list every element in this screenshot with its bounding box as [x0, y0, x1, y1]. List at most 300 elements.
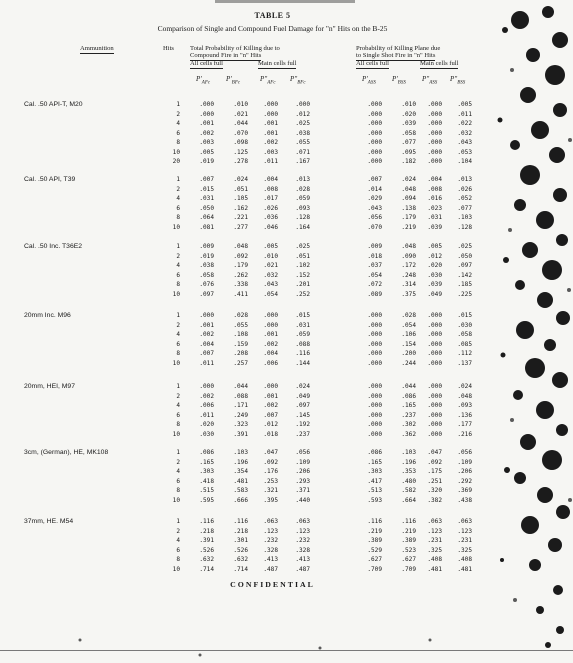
symbol-g2-col1: $P'_{ASS}$	[362, 75, 376, 86]
hits-cell: 2	[176, 185, 180, 193]
probability-cell: .632	[199, 556, 214, 563]
probability-cell: .010	[401, 101, 416, 108]
probability-cell: .165	[367, 458, 382, 466]
probability-cell: .093	[295, 204, 310, 212]
probability-cell: .059	[295, 195, 310, 202]
g2-main-cells-full-header: Main cells full	[420, 60, 459, 67]
hits-cell: 2	[176, 458, 180, 466]
probability-cell: .192	[295, 421, 310, 428]
probability-cell: .048	[233, 243, 248, 250]
probability-cell: .032	[457, 129, 472, 137]
compound-fire-header-line1: Total Probability of Killing due to	[190, 45, 280, 52]
probability-cell: .709	[401, 565, 416, 573]
table-row	[0, 350, 573, 360]
probability-cell: .000	[367, 359, 382, 367]
ammunition-label: 20mm, HEI, M97	[24, 383, 75, 390]
probability-cell: .293	[295, 477, 310, 485]
table-row	[0, 205, 573, 215]
probability-cell: .582	[401, 487, 416, 494]
probability-cell: .053	[457, 148, 472, 156]
table-title: TABLE 5	[254, 11, 291, 20]
probability-cell: .515	[199, 487, 214, 494]
probability-cell: .000	[427, 411, 442, 419]
probability-cell: .102	[295, 262, 310, 269]
probability-cell: .089	[367, 290, 382, 298]
probability-cell: .389	[367, 537, 382, 544]
probability-cell: .030	[199, 430, 214, 438]
probability-cell: .086	[401, 392, 416, 400]
probability-cell: .128	[295, 214, 310, 221]
probability-cell: .056	[367, 214, 382, 221]
probability-cell: .371	[295, 487, 310, 494]
probability-cell: .021	[263, 262, 278, 269]
probability-cell: .123	[457, 527, 472, 535]
probability-cell: .028	[233, 312, 248, 319]
hits-column-header: Hits	[163, 45, 174, 52]
single-shot-header-line2: to Single Shot Fire in "n" Hits	[356, 52, 436, 59]
probability-cell: .043	[263, 281, 278, 288]
probability-cell: .000	[367, 392, 382, 400]
probability-cell: .128	[457, 223, 472, 231]
probability-cell: .097	[295, 402, 310, 409]
probability-cell: .055	[295, 139, 310, 146]
probability-cell: .020	[401, 110, 416, 118]
table-row	[0, 281, 573, 291]
probability-cell: .058	[199, 271, 214, 279]
probability-cell: .000	[367, 139, 382, 146]
probability-cell: .004	[427, 176, 442, 183]
probability-cell: .064	[199, 214, 214, 221]
probability-cell: .012	[427, 252, 442, 260]
probability-cell: .000	[427, 321, 442, 329]
table-row	[0, 421, 573, 431]
probability-cell: .051	[233, 185, 248, 193]
probability-cell: .481	[427, 565, 442, 573]
probability-cell: .000	[427, 421, 442, 428]
probability-cell: .481	[233, 477, 248, 485]
probability-cell: .071	[295, 148, 310, 156]
probability-cell: .000	[427, 430, 442, 438]
probability-cell: .097	[457, 262, 472, 269]
probability-cell: .123	[427, 527, 442, 535]
probability-cell: .353	[401, 468, 416, 475]
probability-cell: .137	[457, 359, 472, 367]
table-row	[0, 431, 573, 441]
probability-cell: .237	[295, 430, 310, 438]
probability-cell: .085	[457, 340, 472, 348]
probability-cell: .206	[295, 468, 310, 475]
probability-cell: .018	[367, 252, 382, 260]
probability-cell: .000	[367, 129, 382, 137]
hits-cell: 2	[176, 321, 180, 329]
probability-cell: .136	[457, 411, 472, 419]
probability-cell: .328	[263, 546, 278, 554]
probability-cell: .000	[427, 383, 442, 390]
hits-cell: 1	[176, 518, 180, 525]
probability-cell: .002	[263, 402, 278, 409]
probability-cell: .024	[233, 176, 248, 183]
probability-cell: .125	[233, 148, 248, 156]
probability-cell: .004	[263, 176, 278, 183]
probability-cell: .395	[263, 496, 278, 504]
table-row	[0, 528, 573, 538]
probability-cell: .179	[401, 214, 416, 221]
probability-cell: .116	[401, 518, 416, 525]
hits-cell: 8	[176, 487, 180, 494]
probability-cell: .050	[457, 252, 472, 260]
probability-cell: .003	[263, 148, 278, 156]
probability-cell: .043	[457, 139, 472, 146]
symbol-g1-col3: $P"_{AFc}$	[260, 75, 276, 86]
single-shot-header-line1: Probability of Killing Plane due	[356, 45, 441, 52]
hits-cell: 2	[176, 110, 180, 118]
probability-cell: .028	[401, 312, 416, 319]
probability-cell: .257	[233, 359, 248, 367]
ammunition-label: 37mm, HE. M54	[24, 518, 74, 525]
probability-cell: .095	[401, 148, 416, 156]
probability-cell: .325	[427, 546, 442, 554]
probability-cell: .201	[295, 281, 310, 288]
probability-cell: .487	[295, 565, 310, 573]
table-row	[0, 393, 573, 403]
probability-cell: .513	[367, 487, 382, 494]
hits-cell: 1	[176, 101, 180, 108]
table-row	[0, 195, 573, 205]
hits-cell: 4	[176, 195, 180, 202]
probability-cell: .176	[263, 468, 278, 475]
table-row	[0, 537, 573, 547]
probability-cell: .049	[427, 290, 442, 298]
hits-cell: 6	[176, 204, 180, 212]
probability-cell: .019	[199, 158, 214, 165]
hits-cell: 4	[176, 120, 180, 127]
probability-cell: .142	[457, 271, 472, 279]
probability-cell: .175	[427, 468, 442, 475]
probability-cell: .015	[199, 185, 214, 193]
probability-cell: .044	[401, 383, 416, 390]
symbol-g1-col4: $P"_{BFc}$	[290, 75, 306, 86]
probability-cell: .408	[427, 556, 442, 563]
probability-cell: .278	[233, 158, 248, 165]
probability-cell: .277	[233, 223, 248, 231]
probability-cell: .000	[367, 101, 382, 108]
probability-cell: .005	[199, 148, 214, 156]
table-row	[0, 130, 573, 140]
probability-cell: .063	[457, 518, 472, 525]
probability-cell: .005	[263, 243, 278, 250]
probability-cell: .523	[401, 546, 416, 554]
g1-main-cells-full-header: Main cells full	[258, 60, 297, 67]
probability-cell: .044	[233, 383, 248, 390]
probability-cell: .108	[233, 331, 248, 338]
probability-cell: .015	[457, 312, 472, 319]
probability-cell: .014	[367, 185, 382, 193]
probability-cell: .200	[401, 350, 416, 357]
hits-cell: 4	[176, 537, 180, 544]
table-row	[0, 331, 573, 341]
probability-cell: .103	[457, 214, 472, 221]
probability-cell: .081	[199, 223, 214, 231]
probability-cell: .006	[263, 359, 278, 367]
ammunition-label: 20mm Inc. M96	[24, 312, 71, 319]
probability-cell: .000	[263, 383, 278, 390]
probability-cell: .002	[199, 129, 214, 137]
probability-cell: .092	[427, 458, 442, 466]
probability-cell: .058	[401, 129, 416, 137]
probability-cell: .000	[367, 158, 382, 165]
probability-cell: .093	[457, 402, 472, 409]
hits-cell: 4	[176, 331, 180, 338]
probability-cell: .028	[295, 185, 310, 193]
probability-cell: .171	[233, 402, 248, 409]
symbol-g2-col2: $P'_{BSS}$	[392, 75, 406, 86]
probability-cell: .221	[233, 214, 248, 221]
probability-cell: .063	[295, 518, 310, 525]
probability-cell: .000	[295, 101, 310, 108]
probability-cell: .231	[457, 537, 472, 544]
probability-cell: .172	[401, 262, 416, 269]
probability-cell: .000	[427, 350, 442, 357]
hits-cell: 1	[176, 383, 180, 390]
table-row	[0, 111, 573, 121]
probability-cell: .088	[295, 340, 310, 348]
probability-cell: .007	[367, 176, 382, 183]
probability-cell: .063	[263, 518, 278, 525]
probability-cell: .032	[263, 271, 278, 279]
probability-cell: .218	[233, 527, 248, 535]
probability-cell: .391	[233, 430, 248, 438]
table-row	[0, 214, 573, 224]
probability-cell: .026	[263, 204, 278, 212]
g1-all-cells-full-header: All cells full	[190, 60, 223, 67]
hits-cell: 10	[172, 148, 180, 156]
probability-cell: .007	[263, 411, 278, 419]
probability-cell: .031	[427, 214, 442, 221]
probability-cell: .015	[295, 312, 310, 319]
probability-cell: .116	[367, 518, 382, 525]
symbol-g2-col4: $P"_{BSS}$	[450, 75, 466, 86]
probability-cell: .481	[457, 565, 472, 573]
probability-cell: .051	[295, 252, 310, 260]
probability-cell: .016	[427, 195, 442, 202]
table-row	[0, 322, 573, 332]
probability-cell: .408	[457, 556, 472, 563]
probability-cell: .001	[263, 331, 278, 338]
probability-cell: .000	[263, 101, 278, 108]
probability-cell: .106	[401, 331, 416, 338]
probability-cell: .054	[401, 321, 416, 329]
probability-cell: .112	[457, 350, 472, 357]
probability-cell: .047	[427, 449, 442, 456]
probability-cell: .116	[199, 518, 214, 525]
table-row	[0, 412, 573, 422]
probability-cell: .030	[427, 271, 442, 279]
probability-cell: .013	[295, 176, 310, 183]
probability-cell: .086	[199, 449, 214, 456]
probability-cell: .154	[401, 340, 416, 348]
probability-cell: .020	[427, 262, 442, 269]
ammunition-label: Cal. .50 API-T, M20	[24, 101, 83, 108]
probability-cell: .047	[263, 449, 278, 456]
probability-cell: .162	[233, 204, 248, 212]
probability-cell: .179	[233, 262, 248, 269]
table-row	[0, 120, 573, 130]
probability-cell: .021	[233, 110, 248, 118]
probability-cell: .248	[401, 271, 416, 279]
hits-cell: 8	[176, 139, 180, 146]
table-row	[0, 468, 573, 478]
probability-cell: .709	[367, 565, 382, 573]
probability-cell: .666	[233, 496, 248, 504]
hits-cell: 4	[176, 468, 180, 475]
table-row	[0, 262, 573, 272]
probability-cell: .303	[367, 468, 382, 475]
probability-cell: .328	[295, 546, 310, 554]
probability-cell: .004	[199, 340, 214, 348]
symbol-g1-col2: $P'_{BFc}$	[226, 75, 241, 86]
probability-cell: .320	[427, 487, 442, 494]
probability-cell: .000	[427, 139, 442, 146]
probability-cell: .024	[295, 383, 310, 390]
probability-cell: .219	[401, 223, 416, 231]
probability-cell: .055	[233, 321, 248, 329]
hits-cell: 6	[176, 411, 180, 419]
table-row	[0, 449, 573, 459]
probability-cell: .077	[457, 204, 472, 212]
hits-cell: 4	[176, 402, 180, 409]
probability-cell: .627	[401, 556, 416, 563]
probability-cell: .232	[295, 537, 310, 544]
probability-cell: .583	[233, 487, 248, 494]
compound-fire-header-line2: Compound Fire in "n" Hits	[190, 52, 262, 59]
table-row	[0, 139, 573, 149]
hits-cell: 10	[172, 430, 180, 438]
probability-cell: .218	[199, 527, 214, 535]
probability-cell: .237	[401, 411, 416, 419]
symbol-g1-col1: $P'_{AFc}$	[196, 75, 211, 86]
probability-cell: .000	[263, 321, 278, 329]
probability-cell: .038	[199, 262, 214, 269]
probability-cell: .104	[457, 158, 472, 165]
hits-cell: 6	[176, 129, 180, 137]
table-row	[0, 478, 573, 488]
probability-cell: .413	[263, 556, 278, 563]
hits-cell: 2	[176, 252, 180, 260]
table-row	[0, 186, 573, 196]
probability-cell: .038	[295, 129, 310, 137]
hits-cell: 1	[176, 176, 180, 183]
table-row	[0, 253, 573, 263]
probability-cell: .002	[199, 392, 214, 400]
probability-cell: .024	[401, 176, 416, 183]
probability-cell: .000	[199, 383, 214, 390]
probability-cell: .000	[367, 350, 382, 357]
probability-cell: .001	[199, 120, 214, 127]
hits-cell: 1	[176, 312, 180, 319]
probability-cell: .098	[233, 139, 248, 146]
probability-cell: .017	[263, 195, 278, 202]
probability-cell: .714	[233, 565, 248, 573]
probability-cell: .008	[263, 185, 278, 193]
probability-cell: .354	[233, 468, 248, 475]
probability-cell: .070	[233, 129, 248, 137]
probability-cell: .232	[263, 537, 278, 544]
probability-cell: .177	[457, 421, 472, 428]
probability-cell: .526	[199, 546, 214, 554]
probability-cell: .714	[199, 565, 214, 573]
confidential-footer: CONFIDENTIAL	[230, 580, 315, 589]
probability-cell: .116	[233, 518, 248, 525]
ammunition-column-header: Ammunition	[80, 45, 114, 52]
probability-cell: .375	[401, 290, 416, 298]
probability-cell: .039	[401, 120, 416, 127]
hits-cell: 2	[176, 392, 180, 400]
hits-cell: 4	[176, 262, 180, 269]
probability-cell: .006	[199, 402, 214, 409]
probability-cell: .029	[367, 195, 382, 202]
probability-cell: .037	[367, 262, 382, 269]
table-subtitle: Comparison of Single and Compound Fuel Damage for "n" Hits on the B-25	[157, 24, 388, 33]
probability-cell: .043	[367, 204, 382, 212]
table-row	[0, 176, 573, 186]
probability-cell: .000	[367, 321, 382, 329]
probability-cell: .301	[233, 537, 248, 544]
probability-cell: .022	[457, 120, 472, 127]
probability-cell: .000	[367, 402, 382, 409]
probability-cell: .092	[263, 458, 278, 466]
probability-cell: .225	[457, 290, 472, 298]
probability-cell: .011	[263, 158, 278, 165]
bottom-scan-line	[0, 650, 573, 651]
probability-cell: .000	[427, 312, 442, 319]
probability-cell: .251	[427, 477, 442, 485]
probability-cell: .008	[427, 185, 442, 193]
probability-cell: .056	[295, 449, 310, 456]
probability-cell: .012	[295, 110, 310, 118]
probability-cell: .413	[295, 556, 310, 563]
probability-cell: .000	[367, 411, 382, 419]
probability-cell: .231	[427, 537, 442, 544]
probability-cell: .418	[199, 477, 214, 485]
top-header-remnant	[215, 0, 355, 3]
hits-cell: 1	[176, 243, 180, 250]
probability-cell: .219	[367, 527, 382, 535]
probability-cell: .123	[295, 527, 310, 535]
ammunition-label: Cal. .50 API, T39	[24, 176, 76, 183]
probability-cell: .004	[263, 350, 278, 357]
probability-cell: .000	[367, 383, 382, 390]
probability-cell: .076	[199, 281, 214, 288]
probability-cell: .262	[233, 271, 248, 279]
table-row	[0, 459, 573, 469]
probability-cell: .097	[199, 290, 214, 298]
probability-cell: .145	[295, 411, 310, 419]
probability-cell: .070	[367, 223, 382, 231]
probability-cell: .219	[401, 527, 416, 535]
hits-cell: 6	[176, 271, 180, 279]
hits-cell: 1	[176, 449, 180, 456]
hits-cell: 2	[176, 527, 180, 535]
probability-cell: .031	[295, 321, 310, 329]
table-row	[0, 547, 573, 557]
probability-cell: .020	[199, 421, 214, 428]
probability-cell: .030	[457, 321, 472, 329]
ammunition-label: 3cm, (German), HE, MK108	[24, 449, 109, 456]
hits-cell: 10	[172, 223, 180, 231]
probability-cell: .039	[427, 223, 442, 231]
table-row	[0, 101, 573, 111]
probability-cell: .005	[457, 101, 472, 108]
